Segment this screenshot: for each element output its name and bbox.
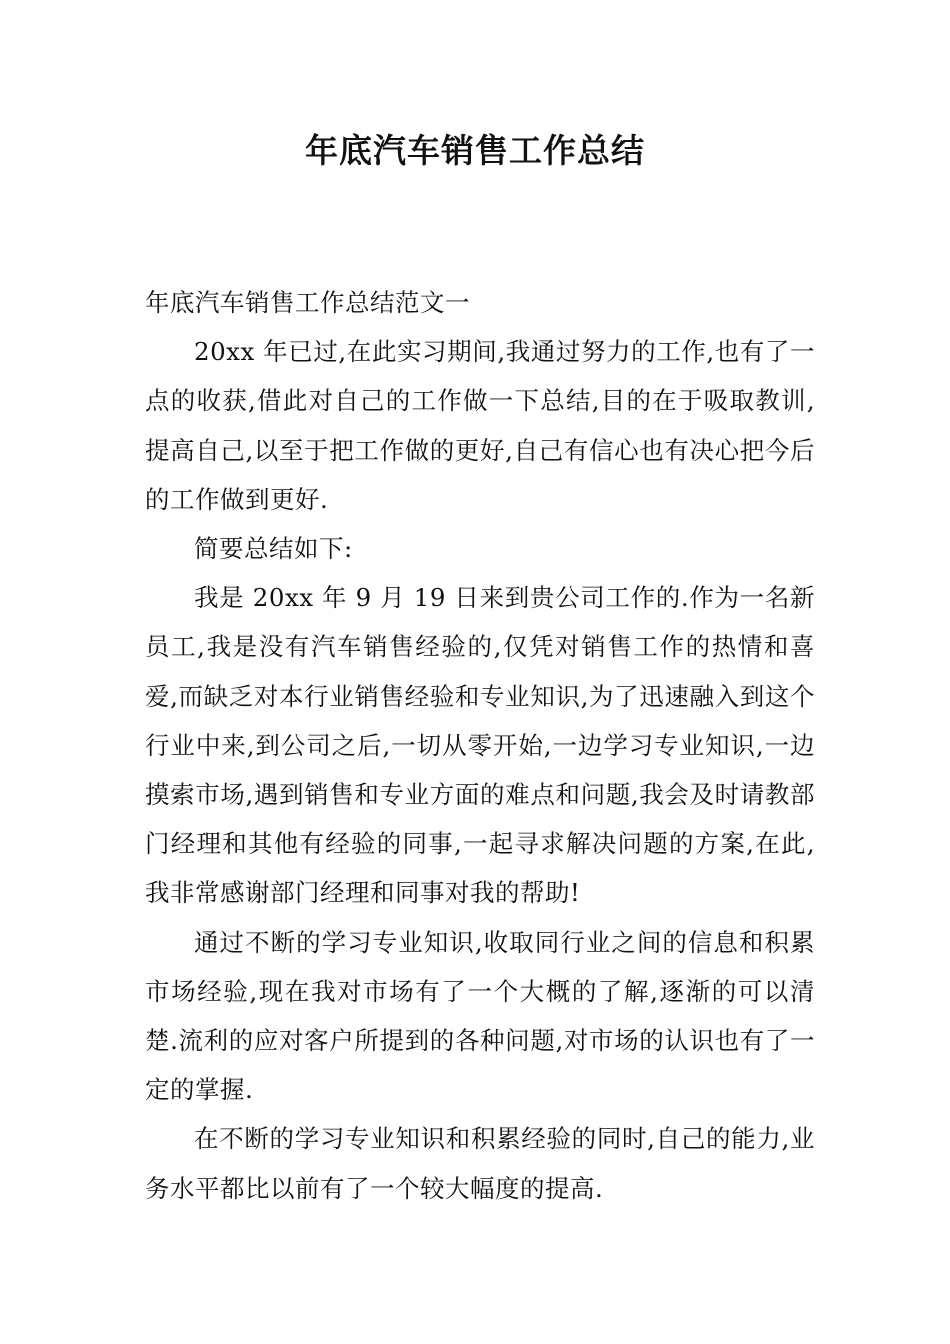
document-title: 年底汽车销售工作总结 (305, 131, 645, 170)
paragraph-summary-heading: 简要总结如下: (194, 534, 353, 564)
paragraph-improvement: 在不断的学习专业知识和积累经验的同时,自己的能力,业务水平都比以前有了一个较大幅度的提高. (145, 1124, 815, 1203)
document-subtitle: 年底汽车销售工作总结范文一 (145, 288, 470, 317)
paragraph-intro: 20xx 年已过,在此实习期间,我通过努力的工作,也有了一点的收获,借此对自己的工作做一下总结,目的在于吸取教训,提高自己,以至于把工作做的更好,自己有信心也有决心把今后的工作做到更好. (145, 337, 815, 514)
paragraph-background: 我是 20xx 年 9 月 19 日来到贵公司工作的.作为一名新员工,我是没有汽车销售经验的,仅凭对销售工作的热情和喜爱,而缺乏对本行业销售经验和专业知识,为了迅速融入到这个行业中来,到公司之后,一切从零开始,一边学习专业知识,一边摸索市场,遇到销售和专业方面的难点和问题,我会及时请教部门经理和其他有经验的同事,一起寻求解决问题的方案,在此,我非常感谢部门经理和同事对我的帮助! (145, 583, 815, 908)
document-body (145, 278, 815, 1213)
paragraph-learning: 通过不断的学习专业知识,收取同行业之间的信息和积累市场经验,现在我对市场有了一个大概的了解,逐渐的可以清楚.流利的应对客户所提到的各种问题,对市场的认识也有了一定的掌握. (145, 927, 815, 1105)
